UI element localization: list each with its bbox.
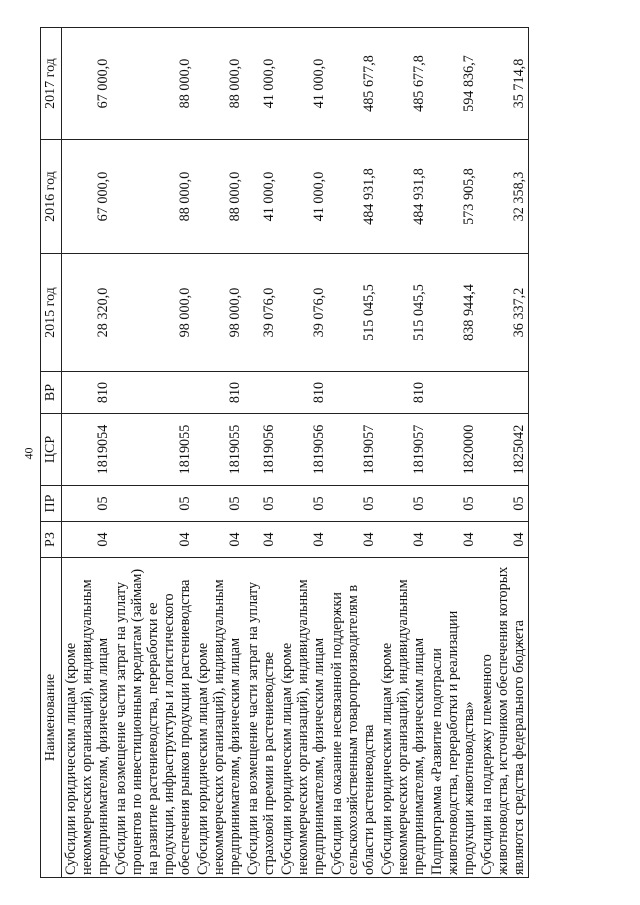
row-2015-cell: 39 076,0: [278, 254, 328, 372]
row-2015-cell: 39 076,0: [244, 254, 278, 372]
row-vr-cell: [478, 372, 529, 414]
row-name-cell: Субсидии на возмещение части затрат на уплату страховой премии в растениеводстве: [244, 558, 278, 878]
col-header-name: Наименование: [41, 558, 62, 878]
row-name-cell: Подпрограмма «Развитие подотрасли животноводства, переработки и реализации продукции животноводства»: [428, 558, 478, 878]
table-row: [194, 28, 244, 878]
row-name-cell: Субсидии на оказание несвязанной поддержки сельскохозяйственным товаропроизводителям в области растениеводства: [328, 558, 378, 878]
row-vr-cell: 810: [194, 372, 244, 414]
row-2016-cell: 41 000,0: [244, 140, 278, 254]
row-2016-cell: 484 931,8: [378, 140, 428, 254]
col-header-vr: ВР: [41, 372, 62, 414]
row-2017-cell: 485 677,8: [328, 28, 378, 140]
row-2017-cell: 67 000,0: [62, 28, 113, 140]
col-header-2016: 2016 год: [41, 140, 62, 254]
row-rz-cell: 04: [478, 522, 529, 558]
row-rz-cell: 04: [278, 522, 328, 558]
row-2015-cell: 515 045,5: [378, 254, 428, 372]
row-rz-cell: 04: [378, 522, 428, 558]
row-2017-cell: 88 000,0: [112, 28, 194, 140]
table-header-row: [41, 28, 62, 878]
row-2016-cell: 573 905,8: [428, 140, 478, 254]
row-pr-cell: 05: [378, 486, 428, 522]
row-csr-cell: 1819055: [194, 414, 244, 486]
row-pr-cell: 05: [244, 486, 278, 522]
row-pr-cell: 05: [112, 486, 194, 522]
col-header-csr: ЦСР: [41, 414, 62, 486]
row-2017-cell: 594 836,7: [428, 28, 478, 140]
row-2015-cell: 36 337,2: [478, 254, 529, 372]
row-pr-cell: 05: [194, 486, 244, 522]
row-vr-cell: [112, 372, 194, 414]
row-pr-cell: 05: [478, 486, 529, 522]
table-row: [112, 28, 194, 878]
table-row: [278, 28, 328, 878]
page-number: 40: [21, 447, 36, 460]
row-rz-cell: 04: [428, 522, 478, 558]
row-rz-cell: 04: [244, 522, 278, 558]
table-row: [378, 28, 428, 878]
row-vr-cell: [428, 372, 478, 414]
row-2017-cell: 88 000,0: [194, 28, 244, 140]
row-name-cell: Субсидии юридическим лицам (кроме некоммерческих организаций), индивидуальным предпринимателям, физическим лицам: [278, 558, 328, 878]
row-2015-cell: 98 000,0: [112, 254, 194, 372]
row-2016-cell: 32 358,3: [478, 140, 529, 254]
row-name-cell: Субсидии на поддержку племенного животноводства, источником обеспечения которых являются средства федерального бюджета: [478, 558, 529, 878]
col-header-2017: 2017 год: [41, 28, 62, 140]
row-vr-cell: [328, 372, 378, 414]
row-2017-cell: 35 714,8: [478, 28, 529, 140]
row-2015-cell: 28 320,0: [62, 254, 113, 372]
row-2015-cell: 515 045,5: [328, 254, 378, 372]
row-csr-cell: 1819057: [378, 414, 428, 486]
budget-table-page: [40, 28, 600, 878]
table-row: [428, 28, 478, 878]
row-csr-cell: 1819057: [328, 414, 378, 486]
row-2016-cell: 67 000,0: [62, 140, 113, 254]
row-rz-cell: 04: [328, 522, 378, 558]
row-2016-cell: 484 931,8: [328, 140, 378, 254]
row-2017-cell: 41 000,0: [244, 28, 278, 140]
row-csr-cell: 1819055: [112, 414, 194, 486]
row-name-cell: Субсидии юридическим лицам (кроме некоммерческих организаций), индивидуальным предпринимателям, физическим лицам: [378, 558, 428, 878]
row-name-cell: Субсидии на возмещение части затрат на уплату процентов по инвестиционным кредитам (займам) на развитие растениеводства, переработки ее продукции, инфраструктуры и логистического обеспечения рынков продукции растениеводства: [112, 558, 194, 878]
col-header-2015: 2015 год: [41, 254, 62, 372]
row-2016-cell: 88 000,0: [112, 140, 194, 254]
row-vr-cell: 810: [62, 372, 113, 414]
row-2016-cell: 88 000,0: [194, 140, 244, 254]
table-row: [62, 28, 113, 878]
table-row: [478, 28, 529, 878]
table-row: [244, 28, 278, 878]
row-name-cell: Субсидии юридическим лицам (кроме некоммерческих организаций), индивидуальным предпринимателям, физическим лицам: [194, 558, 244, 878]
row-pr-cell: 05: [428, 486, 478, 522]
budget-table: [40, 27, 529, 878]
table-row: [328, 28, 378, 878]
row-pr-cell: 05: [62, 486, 113, 522]
row-rz-cell: 04: [194, 522, 244, 558]
row-vr-cell: [244, 372, 278, 414]
col-header-rz: РЗ: [41, 522, 62, 558]
col-header-pr: ПР: [41, 486, 62, 522]
row-csr-cell: 1825042: [478, 414, 529, 486]
row-csr-cell: 1819054: [62, 414, 113, 486]
row-csr-cell: 1820000: [428, 414, 478, 486]
row-2015-cell: 98 000,0: [194, 254, 244, 372]
table-body: [62, 28, 529, 878]
row-2017-cell: 485 677,8: [378, 28, 428, 140]
row-csr-cell: 1819056: [278, 414, 328, 486]
row-vr-cell: 810: [278, 372, 328, 414]
row-vr-cell: 810: [378, 372, 428, 414]
row-rz-cell: 04: [112, 522, 194, 558]
row-rz-cell: 04: [62, 522, 113, 558]
row-2016-cell: 41 000,0: [278, 140, 328, 254]
row-2015-cell: 838 944,4: [428, 254, 478, 372]
row-pr-cell: 05: [328, 486, 378, 522]
row-2017-cell: 41 000,0: [278, 28, 328, 140]
row-csr-cell: 1819056: [244, 414, 278, 486]
row-pr-cell: 05: [278, 486, 328, 522]
row-name-cell: Субсидии юридическим лицам (кроме некоммерческих организаций), индивидуальным предпринимателям, физическим лицам: [62, 558, 113, 878]
